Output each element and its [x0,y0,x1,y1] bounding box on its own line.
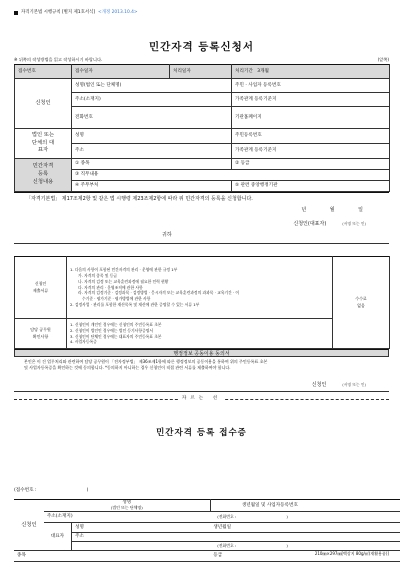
page-side: (앞쪽) [377,57,389,62]
official-label: 담당 공무원 확인사항 [15,319,67,349]
official-item: 4. 사업자등록증 [70,339,97,345]
doc-item: 다. 자격의 관리 · 운영조직에 관한 사항 [78,284,143,290]
receipt-phone-field[interactable]: (전화번호 : ) [210,512,400,523]
square-bullet-icon [14,11,18,15]
docs-list [67,257,333,319]
grade-field[interactable]: ② 등급 [232,159,390,170]
applicant-label: 신청인 [15,79,72,129]
official-item: 3. 신청인이 단체인 경우에는 대표자의 주민등록표 초본 [70,333,162,339]
representative-label: 법인 또는 단체의 대 표자 [15,129,72,159]
form-header [14,8,389,17]
consent-sign-field[interactable]: (서명 또는 인) [342,382,366,387]
receipt-rep-phone[interactable]: (전화번호 : ) [210,542,400,551]
receipt-rep-birth[interactable]: 생년월일 [210,523,400,533]
docs-label: 신청인 제출서류 [15,257,67,319]
statement-recipient: 귀하 [162,232,172,238]
consent-line: 본인은 이 건 업무처리와 관련하여 담당 공무원이 「전자정부법」 제36조제1항에 따른 행정정보의 공동이용을 통하여 위의 주민등록표 초본 [24,359,268,364]
receipt-rep-name[interactable]: 성명 [72,523,211,533]
applicant-registry-field[interactable]: 가족관계 등록기준지 [232,93,390,107]
period-cell: 처리기간 3개월 [232,65,390,79]
receipt-title: 민간자격 등록 접수증 [156,428,247,438]
consent-section [14,357,389,392]
documents-table [14,256,390,349]
rep-address-field[interactable]: 주소 [72,144,232,159]
receipt-row [15,65,390,79]
duty-field[interactable]: ③ 직무내용 [72,170,390,181]
applicant-name-field[interactable]: 성명(법인 또는 단체명) [72,79,232,93]
doc-item: 가. 자격의 종목 및 등급 [78,272,118,278]
receipt-no-cell: 접수번호 [15,65,72,79]
receipt-number: (접수번호 : ) [14,488,89,493]
cut-line: 자르는 선 [14,394,389,404]
ministry-field[interactable]: ④ 주무부처 [72,181,232,192]
receipt-date-cell: 접수일자 [72,65,170,79]
rep-name-field[interactable]: 성명 [72,129,232,144]
doc-item: 라. 자격의 검정기준 · 검정과목 · 검정방법 · 응시자격 또는 교육훈련과정의 과과목 · 교육기간 · 이 [78,290,240,296]
official-item: 1. 신청인이 개인인 경우에는 신청인의 주민등록표 초본 [70,321,162,327]
official-item: 2. 신청인이 법인인 경우에는 법인 등기사항증명서 [70,327,154,333]
application-statement [14,192,389,244]
statement-text: 「자격기본법」 제17조제2항 및 같은 법 시행령 제23조제2항에 따라 위 민간자격의 등록을 신청합니다. [26,196,253,202]
rep-registry-field[interactable]: 가족관계 등록기준지 [232,144,390,159]
doc-item: 나. 자격의 검정 또는 교육훈련과정에 필요한 인력 현황 [78,278,169,284]
applicant-reg-field[interactable]: 주민 · 사업자 등록번호 [232,79,390,93]
revision-link[interactable]: <개정 2013.10.4> [98,9,138,15]
sign-field[interactable]: (서명 또는 인) [342,221,366,226]
statement-date[interactable]: 년 월 일 [301,207,363,213]
related-agency-field[interactable]: ⑤ 관련 중앙행정기관 [232,181,390,192]
applicant-address-field[interactable]: 주소(소재지) [72,93,232,107]
applicant-phone-field[interactable]: 전화번호 [72,107,232,129]
statement-applicant: 신청인(대표자) (서명 또는 인) [293,221,366,227]
doc-item: 1. 다음의 사항이 포함된 민간자격의 관리 · 운영에 관한 규정 1부 [70,266,178,272]
notice-text: ※ 뒤쪽의 작성방법을 읽고 작성하시기 바랍니다. [14,57,103,62]
paper-spec: 210㎜×297㎜[백상지 80g/㎡(재활용품)] [314,551,389,556]
content-label: 민간자격 등록 신청내용 [15,159,72,192]
notice-row [14,57,389,64]
receipt-address-label: 주소(소재지) [44,512,210,523]
doc-item: 2. 검정사업 · 관리를 포함한 재산목록 및 재산에 관한 증명할 수 있는 서류 1부 [70,302,200,308]
result-date-cell: 처리일자 [170,65,232,79]
form-title: 민간자격 등록신청서 [149,41,254,53]
receipt-rep-address[interactable]: 주소 [72,533,400,542]
consent-applicant: 신청인 (서명 또는 인) [311,382,366,388]
consent-title: 행정정보 공동이용 동의서 [14,349,389,357]
doc-item: 수기준 · 평가기준 · 평가방법에 관한 사항 [82,296,151,302]
main-form-table [14,64,390,192]
official-list [67,319,333,349]
law-reference: 자격기본법 시행규칙 [별지 제1호서식] [21,9,96,15]
rep-reg-field[interactable]: 주민등록번호 [232,129,390,144]
kind-field[interactable]: ① 종목 [72,159,232,170]
receipt-applicant-label: 신청인 [14,500,44,551]
receipt-name-label: 성명 (법인 또는 단체명) [44,500,210,512]
consent-line: 및 사업자등록증을 확인하는 것에 동의합니다. *동의하지 아니하는 경우 신청인이 직접 관련 서류를 제출하여야 합니다. [24,365,231,370]
receipt-rep-label: 대표자 [44,523,72,551]
receipt-birth-field[interactable]: 생년월일 및 사업자등록번호 [210,500,400,512]
fee-cell: 수수료 없음 [333,257,390,349]
applicant-homepage-field[interactable]: 기관홈페이지 [232,107,390,129]
receipt-grade[interactable]: 등급 [210,551,400,562]
receipt-kind[interactable]: 종목 [14,551,210,562]
